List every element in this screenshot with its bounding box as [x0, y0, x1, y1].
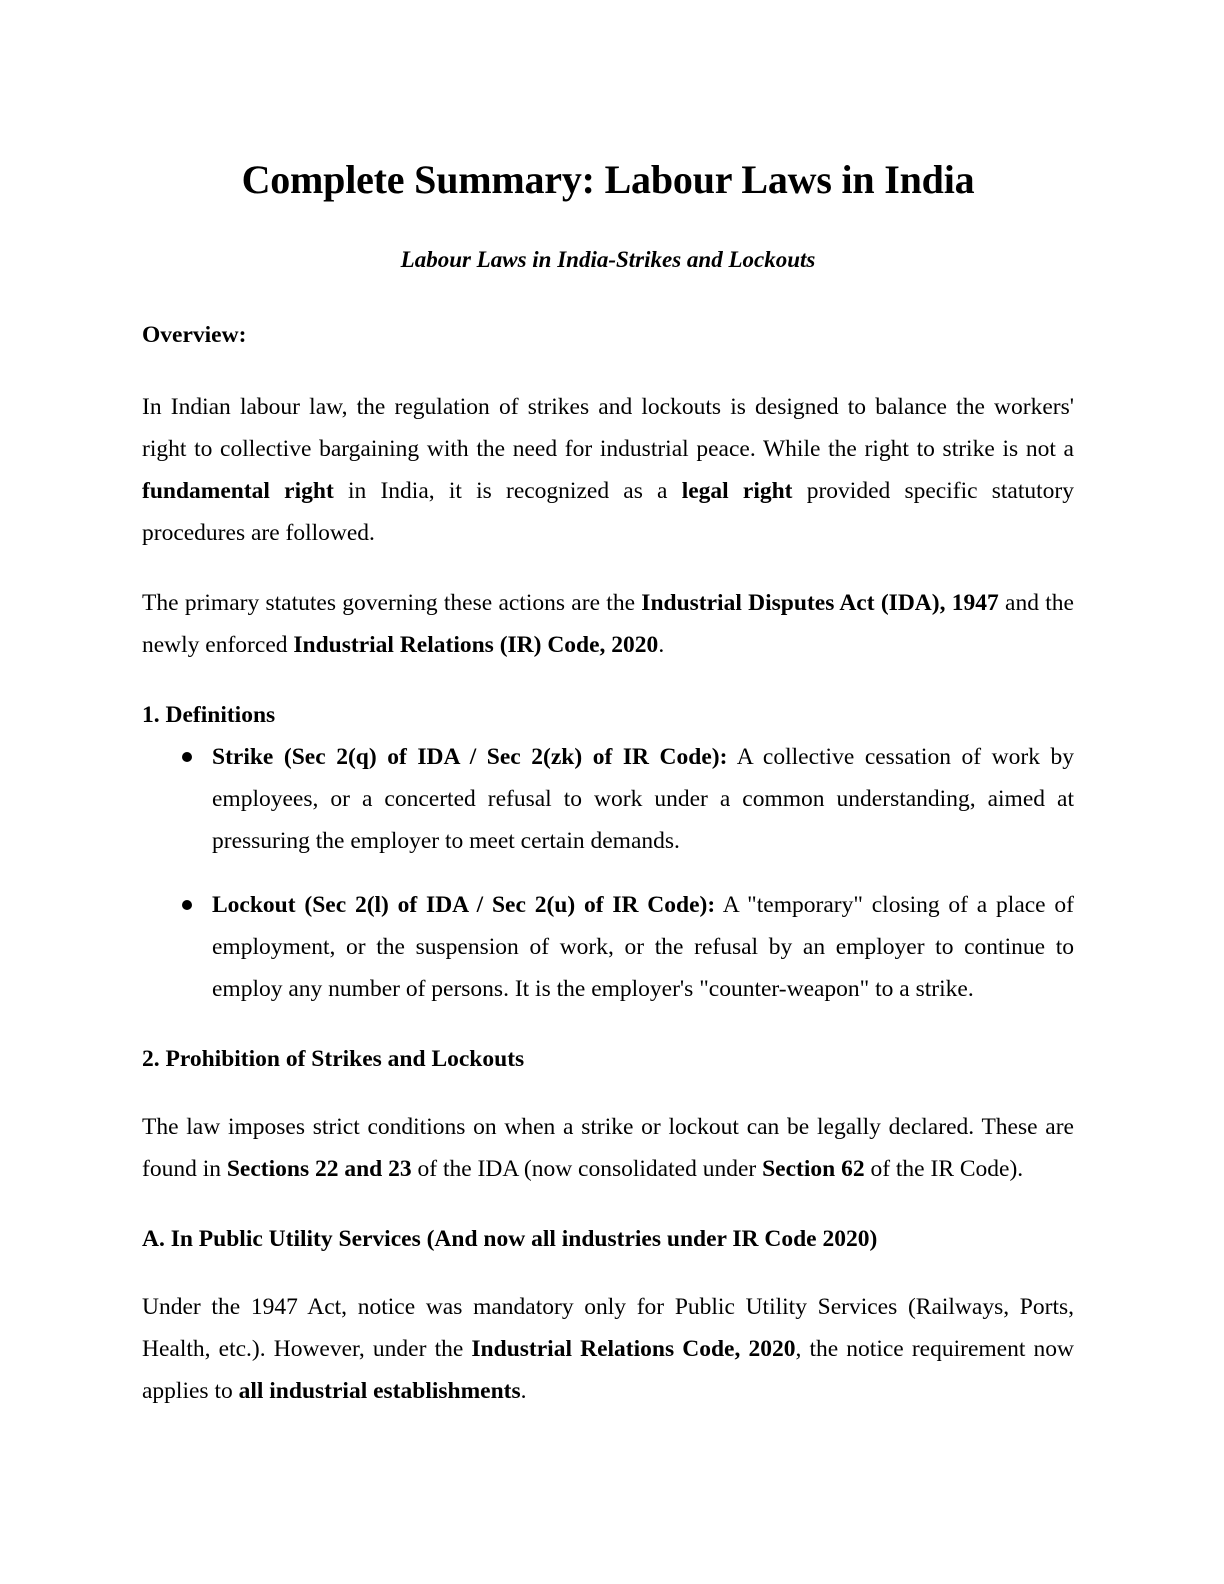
definitions-list: [142, 736, 1074, 1010]
bullet-icon: [182, 884, 193, 926]
public-utility-heading: A. In Public Utility Services (And now all industries under IR Code 2020): [142, 1225, 878, 1252]
definition-term: Strike (Sec 2(q) of IDA / Sec 2(zk) of IR Code):: [212, 743, 728, 770]
document-content: [142, 0, 1074, 1412]
definition-term: Lockout (Sec 2(l) of IDA / Sec 2(u) of IR Code):: [212, 891, 716, 918]
definition-body: A "temporary" closing of a place of employment, or the suspension of work, or the refusal by an employer to continue to employ any number of persons. It is the employer's "counter-weapon" to a strike.: [212, 891, 1074, 1002]
definition-strike: [212, 744, 1074, 854]
document-subtitle: Labour Laws in India-Strikes and Lockouts: [400, 247, 816, 272]
overview-heading: Overview:: [142, 321, 247, 348]
definition-lockout: [212, 892, 1074, 1002]
bullet-icon: [182, 736, 193, 778]
public-utility-paragraph: Under the 1947 Act, notice was mandatory only for Public Utility Services (Railways, Ports, Health, etc.). However, under the Industrial Relations Code, 2020, the notice requirement now applies to all industrial establishments.: [142, 1293, 1074, 1404]
overview-paragraph-2: The primary statutes governing these actions are the Industrial Disputes Act (IDA), 1947 and the newly enforced Industrial Relations (IR) Code, 2020.: [142, 589, 1074, 658]
list-item: [142, 736, 1074, 862]
list-item: [142, 884, 1074, 1010]
prohibition-heading: 2. Prohibition of Strikes and Lockouts: [142, 1045, 525, 1072]
definitions-heading: 1. Definitions: [142, 701, 276, 728]
definition-body: A collective cessation of work by employees, or a concerted refusal to work under a common understanding, aimed at pressuring the employer to meet certain demands.: [212, 743, 1074, 854]
page-title: Complete Summary: Labour Laws in India: [241, 157, 975, 202]
prohibition-paragraph: The law imposes strict conditions on when a strike or lockout can be legally declared. These are found in Sections 22 and 23 of the IDA (now consolidated under Section 62 of the IR Code).: [142, 1113, 1074, 1182]
overview-paragraph-1: In Indian labour law, the regulation of strikes and lockouts is designed to balance the workers' right to collective bargaining with the need for industrial peace. While the right to strike is not a fundamental right in India, it is recognized as a legal right provided specific statutory procedures are followed.: [142, 393, 1074, 546]
